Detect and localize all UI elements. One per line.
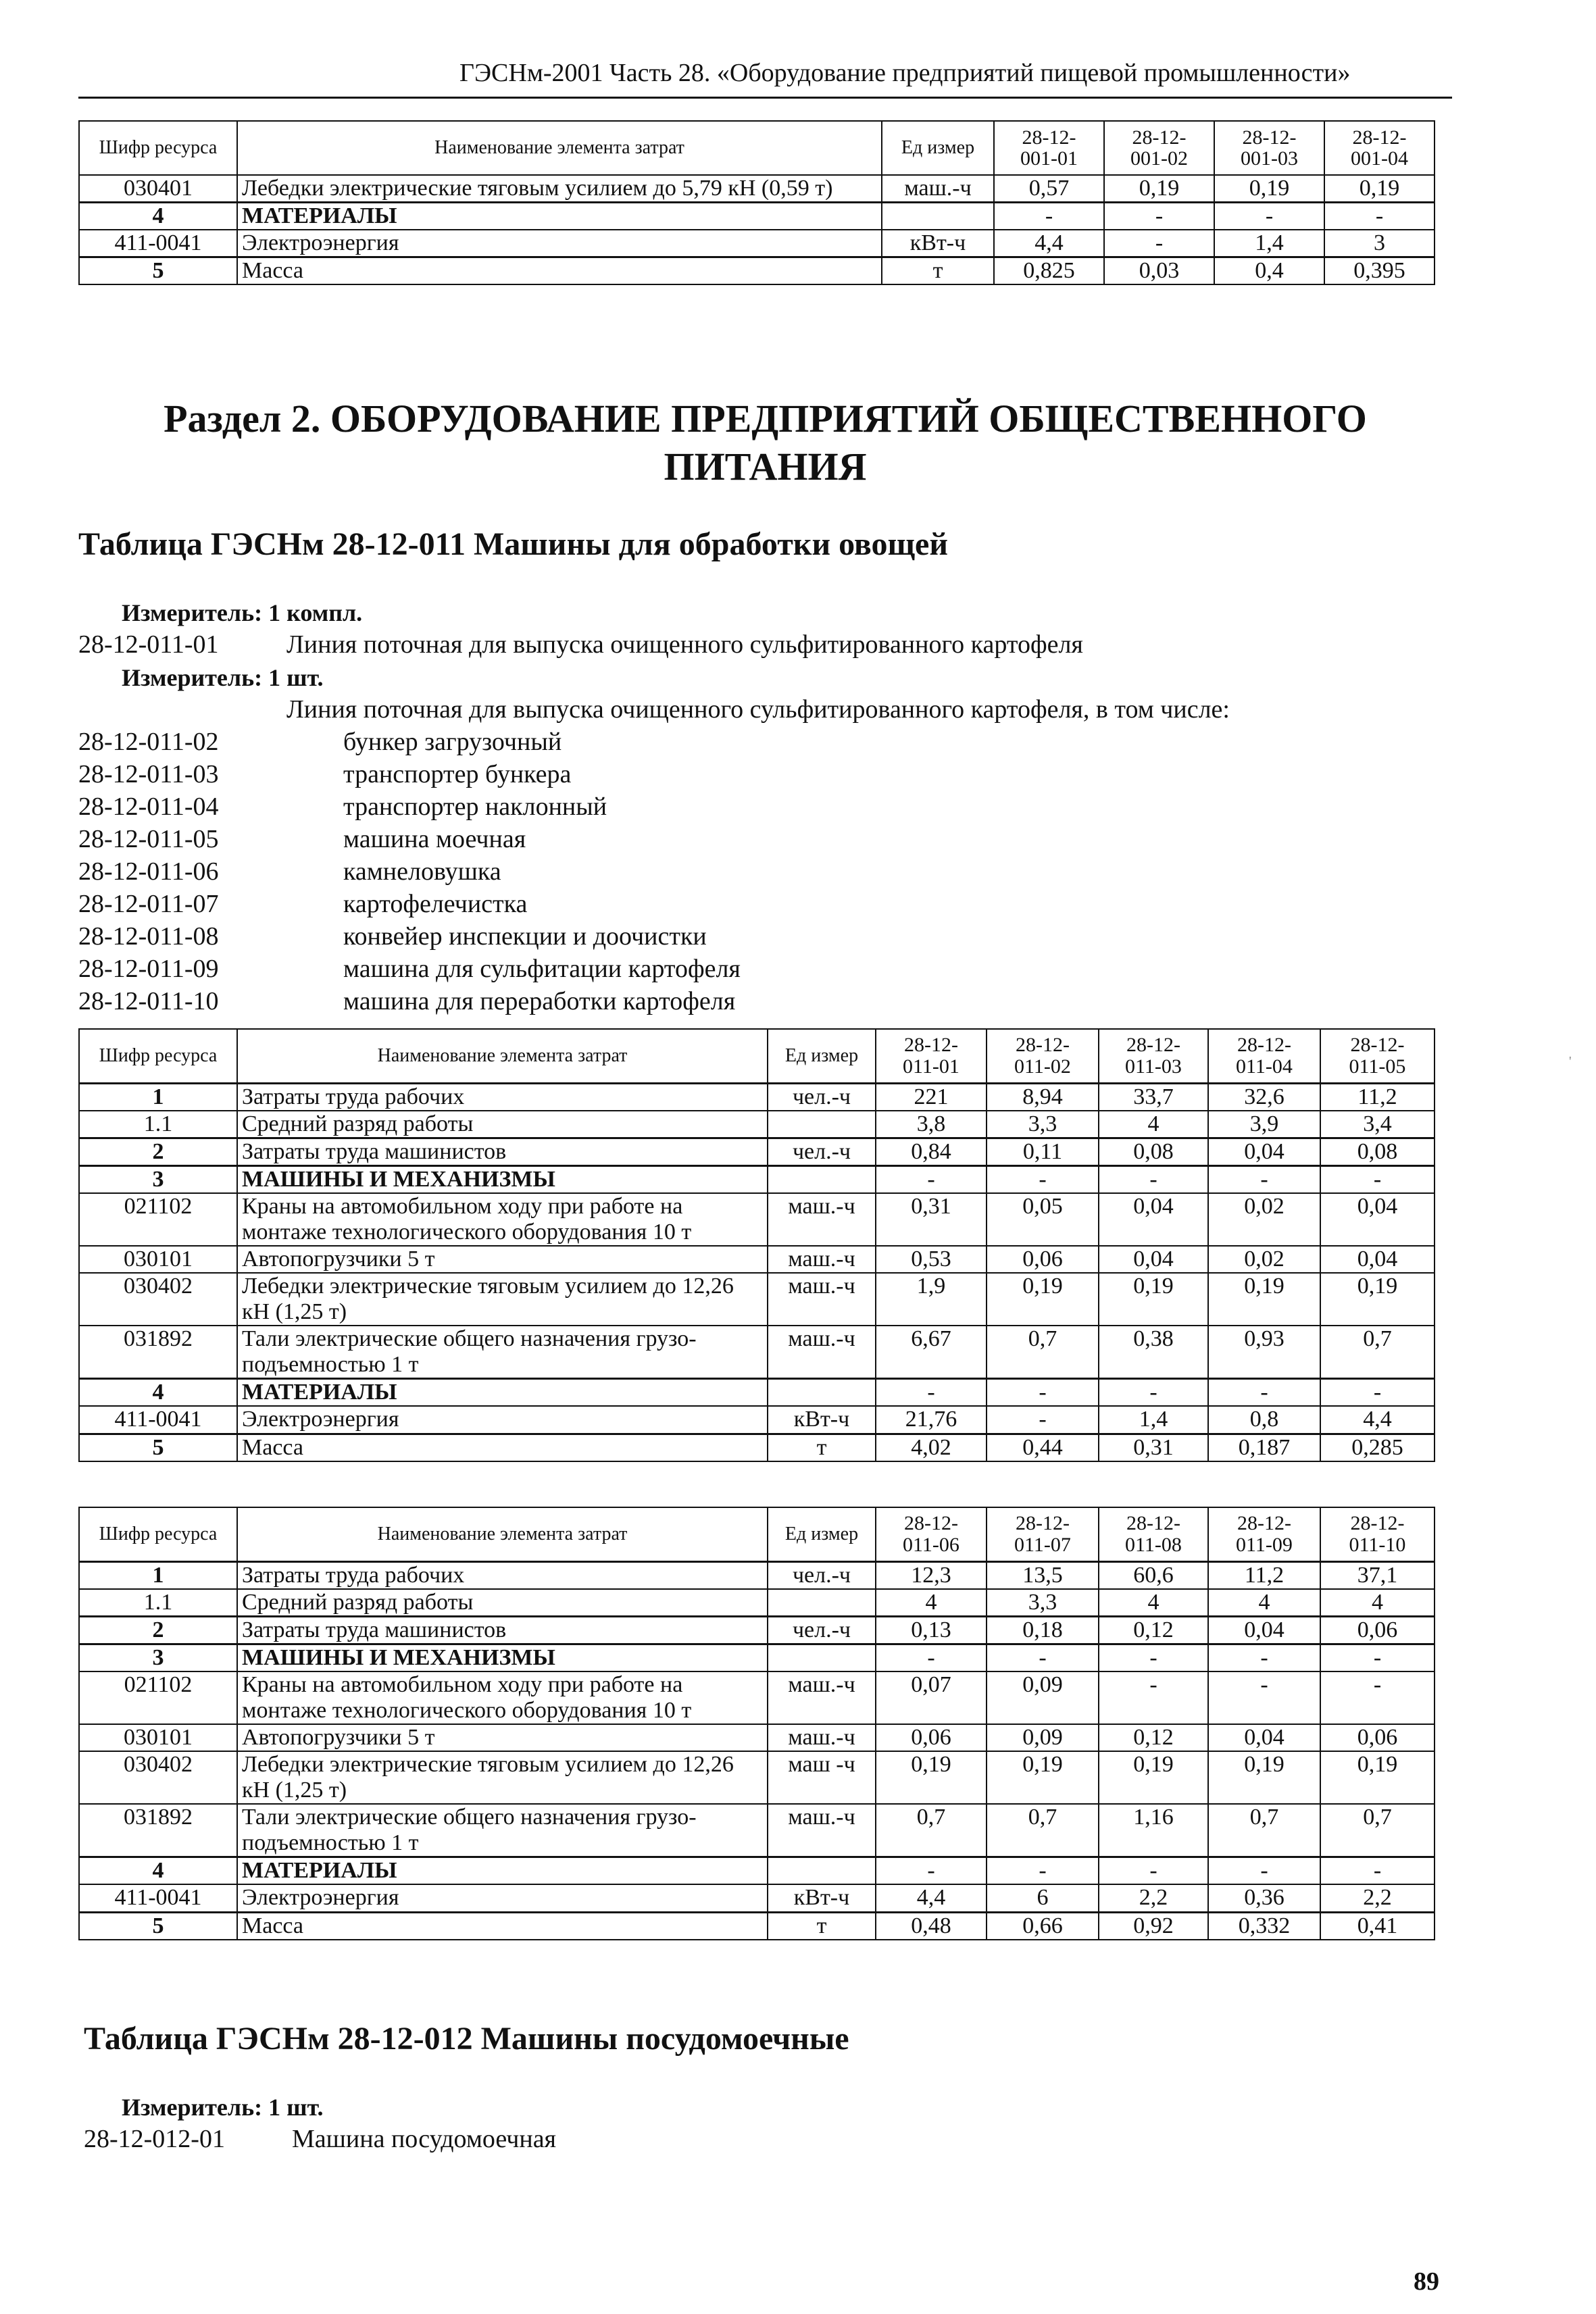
cell-name: Краны на автомобильном ходу при работе на монтаже технологического оборудования 10 т [237, 1671, 768, 1724]
cell-value: 0,66 [987, 1912, 1099, 1940]
cell-unit: чел.-ч [768, 1616, 876, 1644]
cell-unit: т [768, 1912, 876, 1940]
table-row [79, 1434, 1435, 1461]
cell-value: - [876, 1165, 987, 1193]
col-header-norm: 28-12- 001-01 [994, 121, 1104, 175]
table-title-28-12-011: Таблица ГЭСНм 28-12-011 Машины для обработки овощей [78, 526, 948, 562]
cell-name: Тали электрические общего назначения грузо-подъемностью 1 т [237, 1326, 768, 1379]
cell-value: - [876, 1644, 987, 1671]
cell-code: 411-0041 [79, 1884, 237, 1912]
cell-value: 0,7 [1320, 1804, 1435, 1857]
cell-code: 5 [79, 257, 237, 285]
cell-value: 3 [1324, 230, 1435, 257]
cell-value: 0,7 [987, 1326, 1099, 1379]
cell-value: 4,4 [994, 230, 1104, 257]
cell-code: 030402 [79, 1751, 237, 1804]
cell-value: 3,3 [987, 1111, 1099, 1138]
col-header-norm: 28-12- 011-05 [1320, 1029, 1435, 1083]
cell-name: Затраты труда машинистов [237, 1138, 768, 1165]
cell-value: - [1208, 1857, 1320, 1885]
scan-mark: ' [1569, 1054, 1572, 1069]
cell-value: 0,04 [1099, 1246, 1208, 1273]
page-number: 89 [1414, 2267, 1439, 2296]
cell-unit: кВт-ч [768, 1884, 876, 1912]
cell-value: 8,94 [987, 1083, 1099, 1111]
table-row [79, 257, 1435, 285]
cell-value: 4,4 [876, 1884, 987, 1912]
meter-line: Измеритель: 1 шт. [122, 664, 324, 691]
col-header-norm: 28-12- 001-03 [1214, 121, 1324, 175]
cell-value: 0,285 [1320, 1434, 1435, 1461]
cell-unit: чел.-ч [768, 1138, 876, 1165]
cell-value: 0,11 [987, 1138, 1099, 1165]
cell-name: Затраты труда рабочих [237, 1083, 768, 1111]
cell-value: 0,7 [1208, 1804, 1320, 1857]
cell-value: 2,2 [1320, 1884, 1435, 1912]
cell-unit: маш.-ч [768, 1724, 876, 1751]
cell-name: Автопогрузчики 5 т [237, 1246, 768, 1273]
cell-value: 0,02 [1208, 1246, 1320, 1273]
cell-value: - [1208, 1644, 1320, 1671]
cell-value: 0,8 [1208, 1406, 1320, 1434]
cell-code: 030402 [79, 1273, 237, 1326]
col-header-unit: Ед измер [768, 1507, 876, 1561]
table-row [79, 1857, 1435, 1885]
norm-code: 28-12-011-08 [78, 922, 219, 951]
cell-value: 0,04 [1099, 1193, 1208, 1246]
norm-description: камнеловушка [343, 857, 501, 886]
cell-value: 0,44 [987, 1434, 1099, 1461]
cell-name: МАШИНЫ И МЕХАНИЗМЫ [237, 1644, 768, 1671]
cell-value: 0,06 [876, 1724, 987, 1751]
cell-value: 0,08 [1320, 1138, 1435, 1165]
cell-value: 0,19 [1214, 175, 1324, 203]
cell-code: 1 [79, 1083, 237, 1111]
col-header-norm: 28-12- 011-02 [987, 1029, 1099, 1083]
cell-value: 0,19 [987, 1273, 1099, 1326]
cell-code: 4 [79, 1379, 237, 1407]
cell-unit: кВт-ч [768, 1406, 876, 1434]
cell-value: 0,07 [876, 1671, 987, 1724]
cell-value: 0,12 [1099, 1724, 1208, 1751]
cell-value: 0,19 [1208, 1751, 1320, 1804]
table-row [79, 1193, 1435, 1246]
cell-unit: чел.-ч [768, 1083, 876, 1111]
cell-value: - [1099, 1165, 1208, 1193]
col-header-norm: 28-12- 011-10 [1320, 1507, 1435, 1561]
table-row [79, 1644, 1435, 1671]
cell-value: 12,3 [876, 1561, 987, 1589]
cell-value: 0,19 [876, 1751, 987, 1804]
cell-name: Средний разряд работы [237, 1589, 768, 1617]
cell-code: 021102 [79, 1193, 237, 1246]
col-header-norm: 28-12- 011-08 [1099, 1507, 1208, 1561]
cell-value: 4,4 [1320, 1406, 1435, 1434]
cell-value: 2,2 [1099, 1884, 1208, 1912]
cell-value: 0,04 [1320, 1193, 1435, 1246]
cell-value: 221 [876, 1083, 987, 1111]
cell-value: 0,7 [987, 1804, 1099, 1857]
cell-value: 13,5 [987, 1561, 1099, 1589]
meter-line: Измеритель: 1 шт. [122, 2094, 324, 2121]
cell-name: МАШИНЫ И МЕХАНИЗМЫ [237, 1165, 768, 1193]
cell-unit: т [882, 257, 994, 285]
cell-value: 0,36 [1208, 1884, 1320, 1912]
cell-value: 0,187 [1208, 1434, 1320, 1461]
cell-value: 21,76 [876, 1406, 987, 1434]
col-header-code: Шифр ресурса [79, 121, 237, 175]
table-row [79, 1884, 1435, 1912]
cell-value: 1,4 [1099, 1406, 1208, 1434]
cell-value: 11,2 [1320, 1083, 1435, 1111]
cell-value: 3,9 [1208, 1111, 1320, 1138]
cell-value: - [876, 1379, 987, 1407]
cell-name: Краны на автомобильном ходу при работе на монтаже технологического оборудования 10 т [237, 1193, 768, 1246]
norm-code: 28-12-011-07 [78, 890, 219, 918]
cell-unit [882, 203, 994, 230]
cell-value: 4,02 [876, 1434, 987, 1461]
cell-value: 3,8 [876, 1111, 987, 1138]
cell-value: 0,92 [1099, 1912, 1208, 1940]
cell-value: 0,19 [1324, 175, 1435, 203]
cell-unit: маш.-ч [768, 1671, 876, 1724]
norm-code: 28-12-011-04 [78, 793, 219, 821]
cell-code: 031892 [79, 1326, 237, 1379]
table-row [79, 1379, 1435, 1407]
cell-unit: маш -ч [768, 1751, 876, 1804]
table-row [79, 1165, 1435, 1193]
cell-value: 37,1 [1320, 1561, 1435, 1589]
cell-value: 0,09 [987, 1724, 1099, 1751]
cell-code: 030101 [79, 1246, 237, 1273]
cell-value: 1,9 [876, 1273, 987, 1326]
cell-name: Автопогрузчики 5 т [237, 1724, 768, 1751]
cell-value: 0,04 [1208, 1138, 1320, 1165]
cell-value: 1,4 [1214, 230, 1324, 257]
table-row [79, 1111, 1435, 1138]
table-row [79, 1671, 1435, 1724]
cell-code: 030101 [79, 1724, 237, 1751]
cell-unit: маш.-ч [768, 1193, 876, 1246]
col-header-unit: Ед измер [882, 121, 994, 175]
norm-description: транспортер наклонный [343, 793, 607, 821]
cell-value: 0,19 [1320, 1751, 1435, 1804]
cell-value: - [876, 1857, 987, 1885]
norm-description: машина для сульфитации картофеля [343, 955, 741, 983]
cell-value: - [1320, 1165, 1435, 1193]
cell-value: - [1208, 1379, 1320, 1407]
cell-name: Масса [237, 1912, 768, 1940]
cell-code: 1.1 [79, 1111, 237, 1138]
col-header-norm: 28-12- 011-07 [987, 1507, 1099, 1561]
cell-value: - [987, 1857, 1099, 1885]
cell-value: 0,09 [987, 1671, 1099, 1724]
col-header-norm: 28-12- 001-04 [1324, 121, 1435, 175]
table-row [79, 1724, 1435, 1751]
cell-value: 0,395 [1324, 257, 1435, 285]
cell-value: 0,93 [1208, 1326, 1320, 1379]
cell-code: 030401 [79, 175, 237, 203]
cell-code: 4 [79, 203, 237, 230]
table-row [79, 1326, 1435, 1379]
cell-code: 5 [79, 1434, 237, 1461]
cell-value: 0,53 [876, 1246, 987, 1273]
cell-code: 411-0041 [79, 230, 237, 257]
table-row [79, 1912, 1435, 1940]
cell-unit [768, 1165, 876, 1193]
cell-unit [768, 1589, 876, 1617]
norm-code: 28-12-011-03 [78, 760, 219, 788]
cell-value: - [1104, 203, 1214, 230]
cell-name: Масса [237, 1434, 768, 1461]
table-row [79, 1246, 1435, 1273]
cell-code: 4 [79, 1857, 237, 1885]
cell-value: - [1320, 1671, 1435, 1724]
norm-code: 28-12-011-10 [78, 987, 219, 1015]
cell-unit: маш.-ч [768, 1273, 876, 1326]
cell-unit: маш.-ч [768, 1246, 876, 1273]
cell-value: - [987, 1644, 1099, 1671]
cell-code: 1 [79, 1561, 237, 1589]
norm-code: 28-12-011-01 [78, 630, 219, 659]
cell-value: 0,19 [1208, 1273, 1320, 1326]
cell-value: 3,4 [1320, 1111, 1435, 1138]
cell-name: Затраты труда рабочих [237, 1561, 768, 1589]
cell-name: Электроэнергия [237, 230, 882, 257]
cell-value: 0,19 [987, 1751, 1099, 1804]
norm-code: 28-12-011-06 [78, 857, 219, 886]
cell-name: Лебедки электрические тяговым усилием до 12,26 кН (1,25 т) [237, 1273, 768, 1326]
col-header-code: Шифр ресурса [79, 1507, 237, 1561]
col-header-name: Наименование элемента затрат [237, 1029, 768, 1083]
table-row [79, 230, 1435, 257]
cell-name: Средний разряд работы [237, 1111, 768, 1138]
cell-value: 60,6 [1099, 1561, 1208, 1589]
resource-table-28-12-011-a [78, 1028, 1435, 1462]
cell-name: Электроэнергия [237, 1406, 768, 1434]
col-header-code: Шифр ресурса [79, 1029, 237, 1083]
norm-description: Машина посудомоечная [292, 2125, 557, 2153]
table-row [79, 1589, 1435, 1617]
cell-value: - [1320, 1644, 1435, 1671]
col-header-norm: 28-12- 011-04 [1208, 1029, 1320, 1083]
cell-value: 0,19 [1099, 1751, 1208, 1804]
cell-name: МАТЕРИАЛЫ [237, 203, 882, 230]
cell-value: - [1320, 1379, 1435, 1407]
cell-name: МАТЕРИАЛЫ [237, 1857, 768, 1885]
cell-value: 0,84 [876, 1138, 987, 1165]
cell-value: 0,08 [1099, 1138, 1208, 1165]
cell-value: 0,06 [1320, 1616, 1435, 1644]
cell-name: Лебедки электрические тяговым усилием до 5,79 кН (0,59 т) [237, 175, 882, 203]
cell-value: 0,04 [1208, 1616, 1320, 1644]
table-row [79, 1138, 1435, 1165]
cell-code: 2 [79, 1138, 237, 1165]
cell-code: 021102 [79, 1671, 237, 1724]
col-header-unit: Ед измер [768, 1029, 876, 1083]
cell-value: - [1208, 1671, 1320, 1724]
cell-value: 0,825 [994, 257, 1104, 285]
cell-value: - [1208, 1165, 1320, 1193]
cell-value: 3,3 [987, 1589, 1099, 1617]
cell-value: 0,12 [1099, 1616, 1208, 1644]
cell-unit: маш.-ч [768, 1804, 876, 1857]
norm-description: Линия поточная для выпуска очищенного сульфитированного картофеля [286, 630, 1083, 659]
cell-unit: маш.-ч [768, 1326, 876, 1379]
cell-value: - [987, 1165, 1099, 1193]
cell-value: 1,16 [1099, 1804, 1208, 1857]
norm-group-description: Линия поточная для выпуска очищенного сульфитированного картофеля, в том числе: [286, 695, 1230, 724]
norm-code: 28-12-011-09 [78, 955, 219, 983]
norm-description: машина моечная [343, 825, 526, 853]
col-header-norm: 28-12- 001-02 [1104, 121, 1214, 175]
cell-value: - [1324, 203, 1435, 230]
table-row [79, 1616, 1435, 1644]
cell-value: 0,41 [1320, 1912, 1435, 1940]
col-header-name: Наименование элемента затрат [237, 1507, 768, 1561]
cell-value: 0,7 [876, 1804, 987, 1857]
cell-value: 0,19 [1320, 1273, 1435, 1326]
cell-value: 0,38 [1099, 1326, 1208, 1379]
cell-value: 0,04 [1320, 1246, 1435, 1273]
cell-value: - [1104, 230, 1214, 257]
cell-code: 2 [79, 1616, 237, 1644]
norm-code: 28-12-012-01 [84, 2125, 225, 2153]
table-row [79, 175, 1435, 203]
cell-value: 6 [987, 1884, 1099, 1912]
col-header-norm: 28-12- 011-09 [1208, 1507, 1320, 1561]
cell-code: 3 [79, 1644, 237, 1671]
cell-value: 0,332 [1208, 1912, 1320, 1940]
cell-value: 4 [1208, 1589, 1320, 1617]
norm-code: 28-12-011-02 [78, 728, 219, 756]
cell-code: 5 [79, 1912, 237, 1940]
cell-code: 411-0041 [79, 1406, 237, 1434]
cell-name: Масса [237, 257, 882, 285]
cell-value: - [994, 203, 1104, 230]
cell-code: 031892 [79, 1804, 237, 1857]
norm-description: конвейер инспекции и доочистки [343, 922, 707, 951]
cell-value: - [1320, 1857, 1435, 1885]
cell-value: 0,13 [876, 1616, 987, 1644]
cell-value: 0,4 [1214, 257, 1324, 285]
meter-line: Измеритель: 1 компл. [122, 599, 363, 626]
cell-value: - [987, 1379, 1099, 1407]
cell-unit [768, 1111, 876, 1138]
running-header: ГЭСНм-2001 Часть 28. «Оборудование предприятий пищевой промышленности» [459, 59, 1351, 87]
header-rule [78, 97, 1452, 99]
cell-name: Лебедки электрические тяговым усилием до 12,26 кН (1,25 т) [237, 1751, 768, 1804]
cell-value: 0,19 [1104, 175, 1214, 203]
cell-unit [768, 1857, 876, 1885]
table-row [79, 203, 1435, 230]
table-row [79, 1751, 1435, 1804]
cell-value: 0,02 [1208, 1193, 1320, 1246]
section-title-line1: Раздел 2. ОБОРУДОВАНИЕ ПРЕДПРИЯТИЙ ОБЩЕСТВЕННОГО [164, 397, 1367, 441]
cell-name: Тали электрические общего назначения грузо-подъемностью 1 т [237, 1804, 768, 1857]
col-header-norm: 28-12- 011-01 [876, 1029, 987, 1083]
cell-unit: маш.-ч [882, 175, 994, 203]
cell-value: - [1099, 1857, 1208, 1885]
cell-name: Электроэнергия [237, 1884, 768, 1912]
cell-name: МАТЕРИАЛЫ [237, 1379, 768, 1407]
cell-value: 6,67 [876, 1326, 987, 1379]
cell-code: 1.1 [79, 1589, 237, 1617]
col-header-norm: 28-12- 011-06 [876, 1507, 987, 1561]
norm-description: транспортер бункера [343, 760, 572, 788]
cell-value: 0,04 [1208, 1724, 1320, 1751]
cell-value: 0,05 [987, 1193, 1099, 1246]
cell-name: Затраты труда машинистов [237, 1616, 768, 1644]
table-row [79, 1406, 1435, 1434]
cell-unit: чел.-ч [768, 1561, 876, 1589]
section-title-line2: ПИТАНИЯ [664, 444, 867, 488]
cell-value: 0,18 [987, 1616, 1099, 1644]
section-title [78, 395, 1452, 491]
table-row [79, 1561, 1435, 1589]
norm-description: картофелечистка [343, 890, 528, 918]
cell-value: 0,48 [876, 1912, 987, 1940]
cell-value: - [1099, 1379, 1208, 1407]
cell-value: 4 [876, 1589, 987, 1617]
cell-value: - [1099, 1644, 1208, 1671]
cell-value: - [987, 1406, 1099, 1434]
table-title-28-12-012: Таблица ГЭСНм 28-12-012 Машины посудомоечные [84, 2021, 849, 2057]
cell-value: 0,19 [1099, 1273, 1208, 1326]
resource-table-28-12-011-b [78, 1507, 1435, 1940]
cell-unit [768, 1644, 876, 1671]
cell-value: 4 [1099, 1589, 1208, 1617]
cell-value: 0,03 [1104, 257, 1214, 285]
cell-value: 32,6 [1208, 1083, 1320, 1111]
cell-value: 0,7 [1320, 1326, 1435, 1379]
cell-unit: т [768, 1434, 876, 1461]
col-header-norm: 28-12- 011-03 [1099, 1029, 1208, 1083]
cell-value: - [1099, 1671, 1208, 1724]
norm-code: 28-12-011-05 [78, 825, 219, 853]
cell-value: - [1214, 203, 1324, 230]
cell-value: 0,57 [994, 175, 1104, 203]
table-row [79, 1804, 1435, 1857]
norm-description: бункер загрузочный [343, 728, 562, 756]
cell-value: 0,06 [987, 1246, 1099, 1273]
table-row [79, 1273, 1435, 1326]
cell-unit: кВт-ч [882, 230, 994, 257]
table-row [79, 1083, 1435, 1111]
col-header-name: Наименование элемента затрат [237, 121, 882, 175]
cell-value: 0,06 [1320, 1724, 1435, 1751]
cell-value: 33,7 [1099, 1083, 1208, 1111]
cell-value: 11,2 [1208, 1561, 1320, 1589]
cell-value: 0,31 [876, 1193, 987, 1246]
cell-value: 4 [1320, 1589, 1435, 1617]
resource-table-28-12-001 [78, 120, 1435, 285]
cell-value: 4 [1099, 1111, 1208, 1138]
norm-description: машина для переработки картофеля [343, 987, 736, 1015]
cell-code: 3 [79, 1165, 237, 1193]
cell-unit [768, 1379, 876, 1407]
cell-value: 0,31 [1099, 1434, 1208, 1461]
